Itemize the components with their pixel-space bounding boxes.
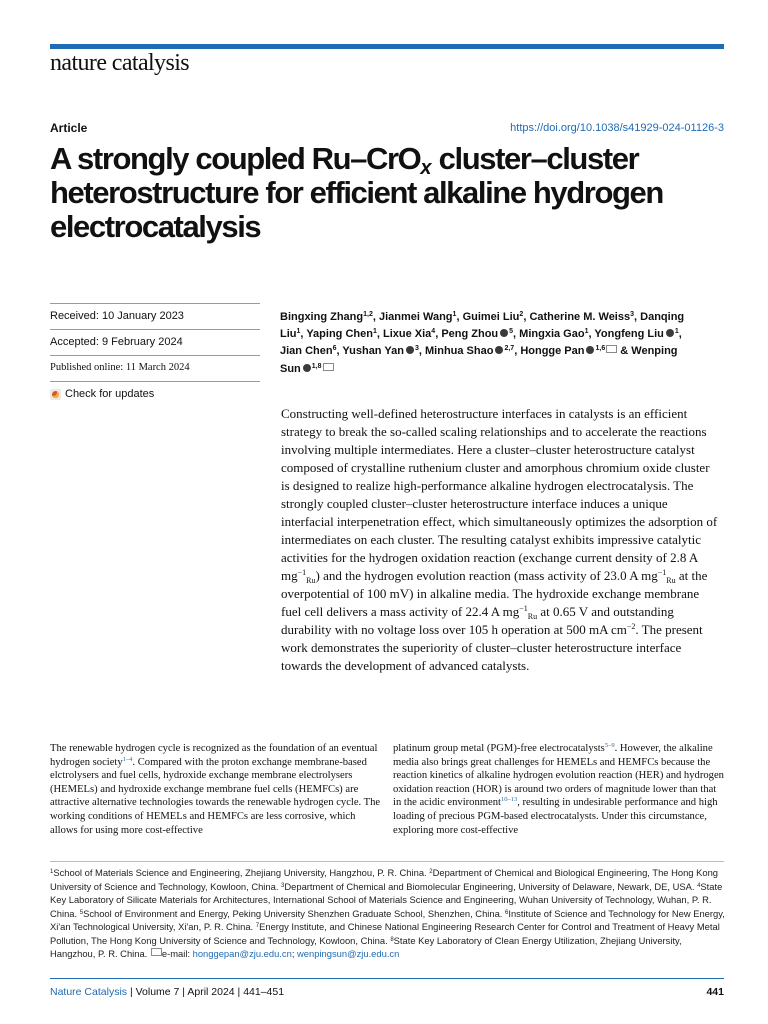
author-list: Bingxing Zhang$^{1,2}$, Jianmei Wang$^1$, Guimei Liu$^2$, Catherine M. Weiss$^3$, Danqing Liu$^1$, Yaping Chen$^1$, Lixue Xia$^4$, Peng Zhou $^5$, Mingxia Gao$^1$, Yongfeng Liu $^1$, Jian Chen$^6$, Yushan Yan $^3$, Minhua Shao $^{2,7}$, Hongge Pan $^{1,6}$ & Wenping Sun $^{1,8}$ bbox=[280, 311, 685, 375]
author[interactable] bbox=[306, 328, 377, 340]
author[interactable]: & Wenping Sun $^{1,8}$ bbox=[280, 345, 678, 375]
author-name: Danqing Liu bbox=[280, 311, 685, 341]
author[interactable] bbox=[520, 345, 617, 357]
author-affiliation: 1,2 bbox=[363, 311, 373, 318]
orcid-icon[interactable] bbox=[586, 346, 594, 354]
reference-link[interactable]: 10–13 bbox=[500, 796, 518, 804]
author-affiliation: 3 bbox=[630, 311, 635, 318]
footnote-divider bbox=[50, 861, 724, 862]
author-name: Mingxia Gao bbox=[519, 328, 585, 341]
crossmark-icon bbox=[50, 389, 61, 400]
author-affiliation: 1 bbox=[584, 328, 589, 336]
author-name: Yongfeng Liu bbox=[594, 328, 664, 341]
email-icon[interactable] bbox=[606, 345, 617, 353]
footer-citation: Nature Catalysis | Volume 7 | April 2024 | 441–451 bbox=[50, 986, 285, 998]
orcid-icon[interactable] bbox=[500, 329, 508, 337]
author-name: Yaping Chen bbox=[306, 328, 373, 341]
author-affiliation: 5 bbox=[509, 328, 514, 336]
author-affiliation: 1 bbox=[372, 328, 377, 336]
journal-name: nature catalysis bbox=[50, 50, 190, 76]
author-affiliation: 6 bbox=[332, 345, 337, 353]
orcid-icon[interactable] bbox=[495, 346, 503, 354]
author[interactable] bbox=[594, 328, 678, 340]
author-affiliation: 2,7 bbox=[504, 345, 515, 353]
author-affiliation: 1 bbox=[452, 311, 457, 318]
author-affiliation: 2 bbox=[519, 311, 524, 318]
email-link[interactable]: wenpingsun@zju.edu.cn bbox=[297, 948, 400, 959]
author[interactable] bbox=[383, 328, 435, 340]
author[interactable] bbox=[529, 311, 634, 323]
author-name: Peng Zhou bbox=[441, 328, 499, 341]
author[interactable] bbox=[379, 311, 456, 323]
received-date: Received: 10 January 2023 bbox=[50, 303, 260, 329]
author-name: Lixue Xia bbox=[382, 328, 432, 341]
author[interactable] bbox=[463, 311, 524, 323]
accepted-date: Accepted: 9 February 2024 bbox=[50, 329, 260, 355]
author[interactable] bbox=[280, 345, 336, 357]
author-name: Catherine M. Weiss bbox=[529, 311, 631, 323]
journal-header-bar bbox=[50, 44, 724, 49]
body-column-right: platinum group metal (PGM)-free electrocatalysts$^{5-9}$. However, the alkaline media also brings great challenges for HEMELs and HEMFCs because the reaction kinetics of alkaline hydrogen evolution reaction (HER) and hydrogen oxidation reaction (HOR) is around two orders of magnitude lower than that in the acidic environment$^{10-13}$, resulting in undesirable performance and high loading of precious PGM-based electrocatalysts. Under this circumstance, exploring more cost-effective bbox=[393, 742, 724, 836]
author[interactable] bbox=[342, 345, 418, 357]
email-icon bbox=[151, 948, 162, 956]
author-name: Minhua Shao bbox=[425, 345, 494, 358]
orcid-icon[interactable] bbox=[303, 364, 311, 372]
author[interactable] bbox=[280, 311, 373, 323]
author-name: Guimei Liu bbox=[462, 311, 520, 323]
author-name: Wenping Sun bbox=[280, 345, 678, 375]
page-number: 441 bbox=[706, 986, 724, 998]
footer-journal: Nature Catalysis bbox=[50, 986, 128, 998]
author[interactable] bbox=[441, 328, 513, 340]
orcid-icon[interactable] bbox=[666, 329, 674, 337]
article-title: A strongly coupled Ru–CrO$_x$ cluster–cluster heterostructure for efficient alkaline hydrogen electrocatalysis bbox=[50, 141, 663, 244]
affiliations: $^1$School of Materials Science and Engineering, Zhejiang University, Hangzhou, P. R. China. $^2$Department of Chemical and Biological Engineering, The Hong Kong University of Science and Technology, Kowloon, China. $^3$Department of Chemical and Biomolecular Engineering, University of Delaware, Newark, DE, USA. $^4$State Key Laboratory of Silicate Materials for Architectures, International School of Materials Science and Engineering, Wuhan University of Technology, Wuhan, P. R. China. $^5$School of Environment and Energy, Peking University Shenzhen Graduate School, Shenzhen, China. $^6$Institute of Science and Technology for New Energy, Xi'an Technological University, Xi'an, P. R. China. $^7$Energy Institute, and Chinese National Engineering Research Center for Control and Treatment of Heavy Metal Pollution, The Hong Kong University of Science and Technology, Kowloon, China. $^8$State Key Laboratory of Clean Energy Utilization, Zhejiang University, Hangzhou, P. R. China. e-mail: honggepan@zju.edu.cn; wenpingsun@zju.edu.cn bbox=[50, 867, 725, 959]
article-dates bbox=[50, 303, 260, 407]
author-name: Jianmei Wang bbox=[378, 311, 453, 323]
author[interactable] bbox=[519, 328, 588, 340]
check-for-updates-button[interactable] bbox=[50, 381, 260, 407]
body-column-left: The renewable hydrogen cycle is recognized as the foundation of an eventual hydrogen society$^{1-4}$. Compared with the proton exchange membrane-based elctrolysers and fuel cells, hydroxide exchange membrane electrolysers (HEMELs) and hydroxide exchange membrane fuel cells (HEMFCs) are attractive alternative technologies towards the renewable hydrogen cycle. The working conditions of HEMELs and HEMFCs are less corrosive, which allows for using more cost-effective bbox=[50, 743, 381, 836]
reference-link[interactable]: 5–9 bbox=[604, 742, 615, 749]
author[interactable] bbox=[425, 345, 514, 357]
author-name: Jian Chen bbox=[280, 345, 333, 358]
email-link[interactable]: honggepan@zju.edu.cn bbox=[192, 948, 292, 959]
published-date: Published online: 11 March 2024 bbox=[50, 355, 260, 381]
author-name: Hongge Pan bbox=[520, 345, 585, 358]
orcid-icon[interactable] bbox=[406, 346, 414, 354]
doi-link[interactable]: https://doi.org/10.1038/s41929-024-01126-3 bbox=[510, 122, 724, 134]
author-affiliation: 1 bbox=[296, 328, 301, 336]
abstract: Constructing well-defined heterostructure interfaces in catalysts is an efficient strategy to break the so-called scaling relationships and to accelerate the reactions involving multiple intermediates. Here a cluster–cluster heterostructure catalyst composed of crystalline ruthenium cluster and amorphous chromium oxide cluster is designed to realize high-performance alkaline hydrogen electrocatalysis. The strongly coupled cluster–cluster heterostructure interface induces a unique interfacial interpenetration effect, which simultaneously optimizes the adsorption of intermediates on each cluster. The resulting catalyst exhibits impressive catalytic activities for the hydrogen oxidation reaction (exchange current density of 2.8 A $mg^{-1}_{Ru}$) and the hydrogen evolution reaction (mass activity of 23.0 A $mg^{-1}_{Ru}$ at the overpotential of 100 mV) in alkaline media. The hydroxide exchange membrane fuel cell delivers a mass activity of 22.4 A $mg^{-1}_{Ru}$ at 0.65 V and outstanding durability with no voltage loss over 105 h operation at 500 mA $cm^{-2}$. The present work demonstrates the superiority of cluster–cluster heterostructure interface towards the development of advanced catalysts. bbox=[281, 406, 718, 673]
check-for-updates-label: Check for updates bbox=[65, 388, 155, 400]
author-affiliation: 4 bbox=[431, 328, 436, 336]
author-affiliation: 1,6 bbox=[595, 345, 606, 353]
email-icon[interactable] bbox=[323, 363, 334, 371]
author-affiliation: 3 bbox=[414, 345, 419, 353]
author-affiliation: 1 bbox=[674, 328, 679, 336]
author-name: Bingxing Zhang bbox=[280, 311, 364, 323]
author-name: Yushan Yan bbox=[342, 345, 404, 358]
footer-divider bbox=[50, 978, 724, 979]
article-type: Article bbox=[50, 121, 88, 135]
reference-link[interactable]: 1–4 bbox=[122, 755, 133, 763]
author-affiliation: 1,8 bbox=[311, 362, 322, 370]
